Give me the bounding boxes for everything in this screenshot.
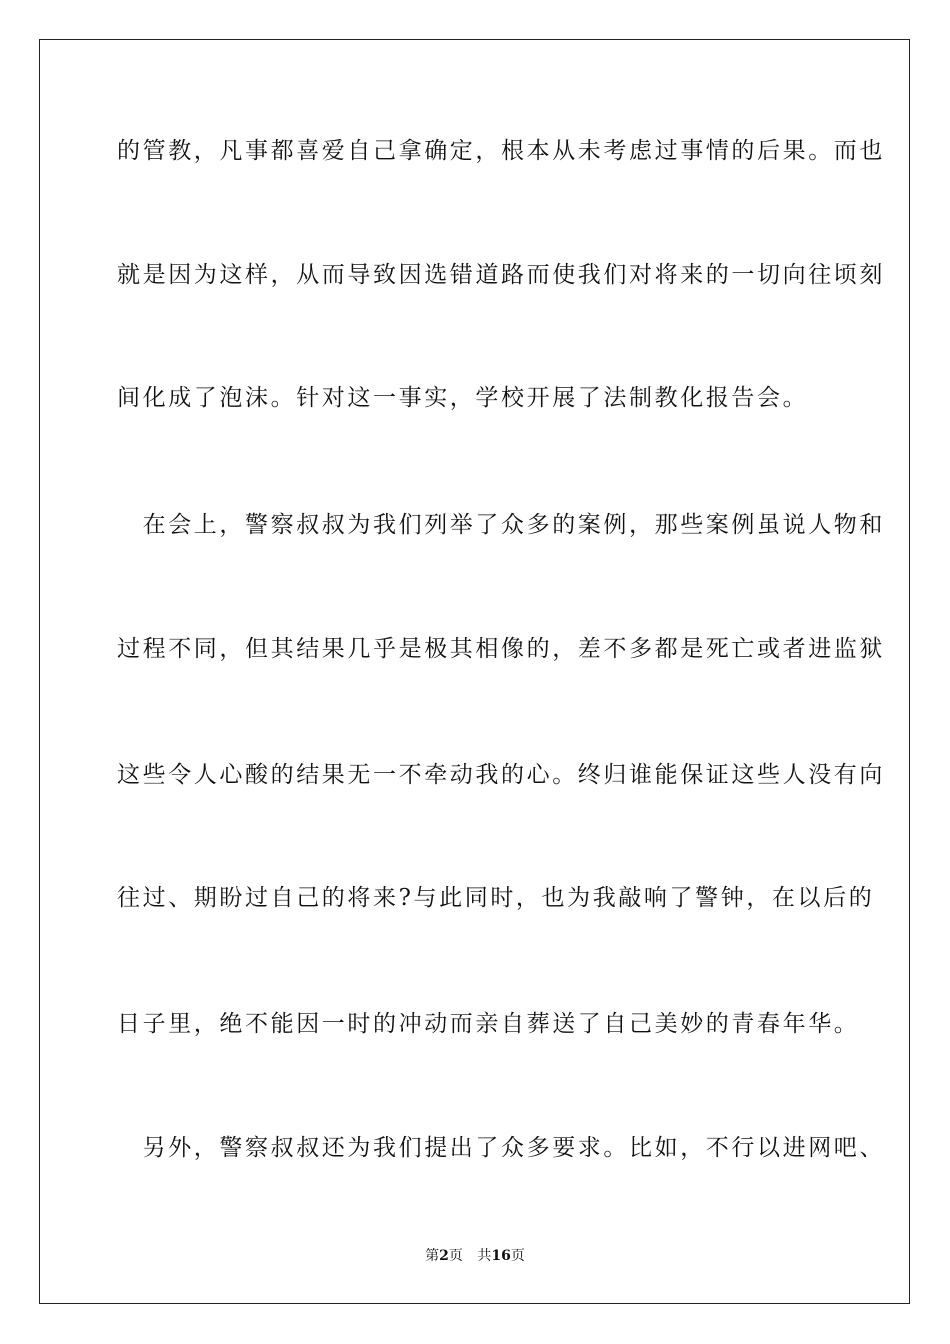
body-line-4: 在会上，警察叔叔为我们列举了众多的案例，那些案例虽说人物和 [117, 512, 885, 538]
page-footer [0, 1246, 950, 1266]
page-number: 第2页 [425, 1248, 463, 1264]
body-line-7: 往过、期盼过自己的将来?与此同时，也为我敲响了警钟，在以后的 [117, 885, 875, 911]
body-line-1: 的管教，凡事都喜爱自己拿确定，根本从未考虑过事情的后果。而也 [117, 138, 885, 164]
body-line-9: 另外，警察叔叔还为我们提出了众多要求。比如，不行以进网吧、 [117, 1135, 885, 1161]
body-line-8: 日子里，绝不能因一时的冲动而亲自葬送了自己美妙的青春年华。 [117, 1011, 860, 1037]
page-total: 共16页 [477, 1248, 525, 1264]
body-line-5: 过程不同，但其结果几乎是极其相像的，差不多都是死亡或者进监狱 [117, 636, 885, 662]
body-line-6: 这些令人心酸的结果无一不牵动我的心。终归谁能保证这些人没有向 [117, 762, 885, 788]
page-border [39, 39, 910, 1304]
body-line-2: 就是因为这样，从而导致因选错道路而使我们对将来的一切向往顷刻 [117, 262, 885, 288]
body-line-3: 间化成了泡沫。针对这一事实，学校开展了法制教化报告会。 [117, 385, 809, 411]
